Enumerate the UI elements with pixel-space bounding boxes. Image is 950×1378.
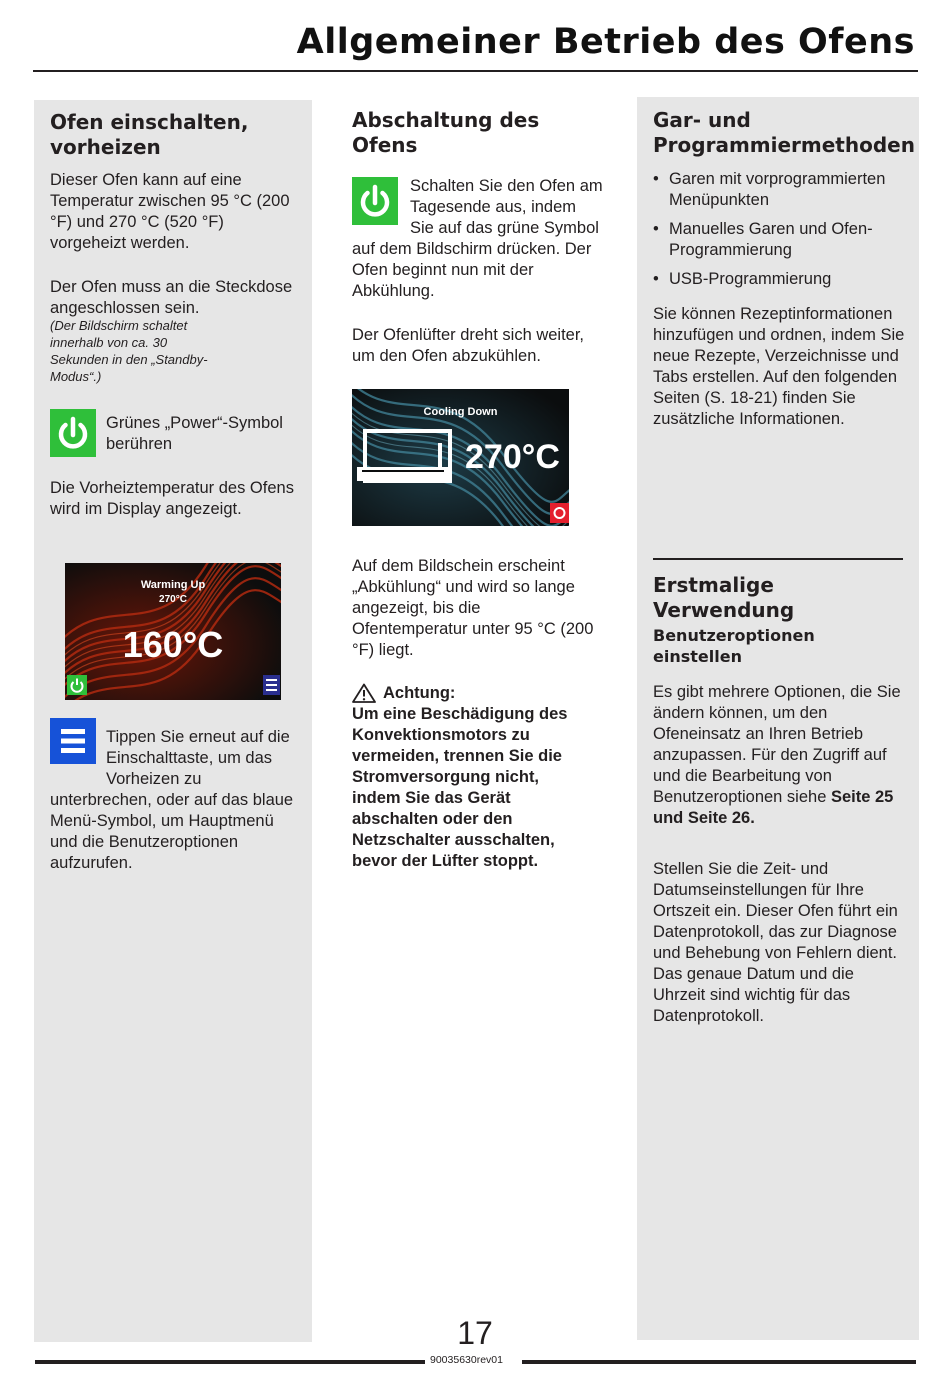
menu-instruction [50, 727, 295, 874]
screen-setpoint-label: 270°C [159, 594, 187, 605]
title-rule [33, 70, 918, 72]
warming-up-screen [65, 563, 281, 700]
methods-list-item: • Manuelles Garen und Ofen-Programmierung [653, 219, 908, 261]
heading-methods: Gar- und Programmiermethoden [653, 108, 915, 157]
warning-title-row [352, 683, 582, 705]
screen-stop-icon [550, 503, 569, 523]
document-code: 90035630rev01 [430, 1354, 503, 1366]
page-title: Allgemeiner Betrieb des Ofens [296, 22, 915, 62]
power-icon [50, 409, 96, 457]
power-connection-text: Der Ofen muss an die Steckdose angeschlossen sein. [50, 278, 293, 317]
shutdown-text: Schalten Sie den Ofen am Tagesende aus, indem Sie auf das grüne Symbol auf dem Bildschirm drücken. Der Ofen beginnt nun mit der Abkühlung. [352, 177, 603, 300]
warning-icon [352, 683, 376, 703]
cooling-temperature: 270°C [465, 438, 560, 476]
heading-shutdown: Abschaltung des Ofens [352, 108, 540, 157]
menu-icon-space [50, 727, 106, 789]
cooling-display-text: Auf dem Bildschein erscheint „Abkühlung“ und wird so lange angezeigt, bis die Ofentemperatur unter 95 °C (200 °F) liegt. [352, 557, 594, 659]
preheat-temperature-text: Dieser Ofen kann auf eine Temperatur zwischen 95 °C (200 °F) und 270 °C (520 °F) vorgeheizt werden. [50, 171, 290, 252]
screen-status-label: Warming Up [140, 579, 206, 591]
preheat-display-text: Die Vorheiztemperatur des Ofens wird im Display angezeigt. [50, 479, 294, 518]
methods-list-item: • Garen mit vorprogrammierten Menüpunkten [653, 169, 908, 211]
user-options-text [653, 682, 908, 829]
warning-title: Achtung: [383, 684, 456, 702]
user-options-text-body: Es gibt mehrere Optionen, die Sie ändern können, um den Ofeneinsatz an Ihren Betrieb anzupassen. Für den Zugriff auf und die Bearbeitung von Benutzeroptionen siehe [653, 683, 901, 806]
cooling-down-screen [352, 389, 569, 526]
footer-rule-left [35, 1360, 425, 1364]
standby-note: (Der Bildschirm schaltet innerhalb von ca. 30 Sekunden in den „Standby-Modus“.) [50, 318, 208, 384]
cooling-status-label: Cooling Down [423, 406, 498, 418]
methods-list [653, 169, 908, 298]
subheading-user-options: Benutzeroptionen einstellen [653, 626, 815, 666]
shutdown-instruction [352, 176, 604, 302]
user-options-page-ref: Seite 25 und Seite 26. [653, 788, 894, 827]
section-divider [653, 558, 903, 560]
heading-first-use: Erstmalige Verwendung [653, 573, 795, 622]
footer-rule-right [522, 1360, 916, 1364]
power-icon-space [352, 176, 410, 236]
page-number: 17 [457, 1315, 493, 1351]
warning-text: Um eine Beschädigung des Konvektionsmotors zu vermeiden, trennen Sie die Stromversorgung nicht, indem Sie das Gerät abschalten oder den Netzschalter ausschalten, bevor der Lüfter stoppt. [352, 705, 568, 870]
methods-list-item: • USB-Programmierung [653, 269, 908, 290]
recipe-info-text: Sie können Rezeptinformationen hinzufügen und ordnen, indem Sie neue Rezepte, Verzeichnisse und Tabs erstellen. Auf den folgenden Seiten (S. 18-21) finden Sie zusätzliche Informationen. [653, 305, 905, 428]
heading-preheat: Ofen einschalten, vorheizen [50, 110, 249, 159]
date-time-text: Stellen Sie die Zeit- und Datumseinstellungen für Ihre Ortszeit ein. Dieser Ofen führt ein Datenprotokoll, das zur Diagnose und Behebung von Fehlern dient. Das genaue Datum und die Uhrzeit sind wichtig für das Datenprotokoll. [653, 860, 898, 1025]
menu-instruction-text: Tippen Sie erneut auf die Einschalttaste, um das Vorheizen zu unterbrechen, oder auf das blaue Menü-Symbol, um Hauptmenü und die Benutzeroptionen aufzurufen. [50, 728, 294, 872]
screen-temperature: 160°C [122, 624, 224, 665]
fan-text: Der Ofenlüfter dreht sich weiter, um den Ofen abzukühlen. [352, 326, 585, 365]
power-symbol-text: Grünes „Power“-Symbol berühren [106, 414, 283, 453]
